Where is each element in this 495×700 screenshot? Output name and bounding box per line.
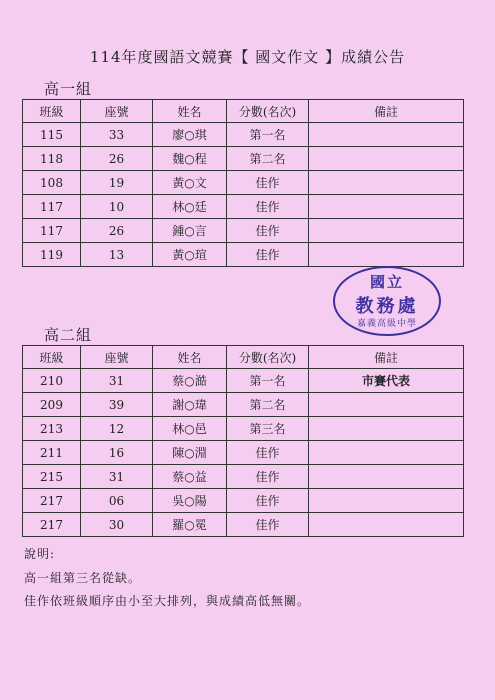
cell-note (309, 243, 464, 267)
cell-score: 佳作 (227, 441, 309, 465)
table-row (23, 195, 464, 219)
table-row (23, 441, 464, 465)
table-row (23, 393, 464, 417)
table-row (23, 171, 464, 195)
stamp-top-text: 國立 (369, 273, 404, 291)
cell-score: 佳作 (227, 195, 309, 219)
cell-name: 蔡○澔 (153, 369, 227, 393)
table-row (23, 513, 464, 537)
cell-seat: 19 (81, 171, 153, 195)
cell-class: 211 (23, 441, 81, 465)
cell-name: 廖○琪 (153, 123, 227, 147)
header-seat: 座號 (81, 100, 153, 123)
cell-class: 217 (23, 513, 81, 537)
cell-note (309, 195, 464, 219)
cell-seat: 26 (81, 219, 153, 243)
table-row (23, 219, 464, 243)
table-row (23, 417, 464, 441)
group1-label: 高一組 (44, 80, 93, 98)
cell-score: 佳作 (227, 243, 309, 267)
cell-name: 鍾○言 (153, 219, 227, 243)
cell-seat: 30 (81, 513, 153, 537)
stamp-middle-text: 教務處 (355, 296, 419, 317)
cell-class: 213 (23, 417, 81, 441)
notes-line-1: 高一組第三名從缺。 (24, 571, 142, 585)
cell-score: 佳作 (227, 465, 309, 489)
stamp-bottom-text: 嘉義高級中學 (356, 319, 417, 329)
cell-score: 佳作 (227, 513, 309, 537)
cell-note (309, 417, 464, 441)
cell-class: 119 (23, 243, 81, 267)
cell-class: 117 (23, 219, 81, 243)
cell-seat: 10 (81, 195, 153, 219)
header-note: 備註 (309, 100, 464, 123)
cell-note (309, 441, 464, 465)
cell-seat: 13 (81, 243, 153, 267)
cell-name: 羅○冕 (153, 513, 227, 537)
cell-note: 市賽代表 (309, 369, 464, 393)
cell-name: 魏○程 (153, 147, 227, 171)
table-row (23, 147, 464, 171)
table-row (23, 243, 464, 267)
group2-label: 高二組 (44, 326, 93, 344)
cell-seat: 26 (81, 147, 153, 171)
table-row (23, 123, 464, 147)
notes-heading: 說明: (24, 547, 56, 561)
cell-note (309, 489, 464, 513)
cell-seat: 39 (81, 393, 153, 417)
cell-score: 第二名 (227, 393, 309, 417)
header-name: 姓名 (153, 346, 227, 369)
cell-name: 林○廷 (153, 195, 227, 219)
notes-line-2: 佳作依班級順序由小至大排列，與成績高低無關。 (24, 594, 311, 608)
cell-seat: 16 (81, 441, 153, 465)
group1-table (22, 99, 464, 267)
cell-name: 吳○陽 (153, 489, 227, 513)
header-note: 備註 (309, 346, 464, 369)
cell-note (309, 219, 464, 243)
cell-class: 215 (23, 465, 81, 489)
cell-note (309, 393, 464, 417)
table-row (23, 465, 464, 489)
cell-seat: 31 (81, 465, 153, 489)
table-header-row (23, 346, 464, 369)
table-row (23, 489, 464, 513)
cell-note (309, 171, 464, 195)
table-row (23, 369, 464, 393)
cell-name: 蔡○益 (153, 465, 227, 489)
cell-name: 陳○淵 (153, 441, 227, 465)
cell-name: 黃○瑄 (153, 243, 227, 267)
cell-class: 108 (23, 171, 81, 195)
cell-class: 118 (23, 147, 81, 171)
header-score: 分數(名次) (227, 100, 309, 123)
cell-score: 第三名 (227, 417, 309, 441)
cell-seat: 12 (81, 417, 153, 441)
cell-score: 佳作 (227, 171, 309, 195)
cell-note (309, 513, 464, 537)
cell-class: 209 (23, 393, 81, 417)
cell-seat: 31 (81, 369, 153, 393)
cell-score: 佳作 (227, 219, 309, 243)
cell-class: 115 (23, 123, 81, 147)
cell-name: 黃○文 (153, 171, 227, 195)
cell-name: 林○邑 (153, 417, 227, 441)
header-name: 姓名 (153, 100, 227, 123)
table-header-row (23, 100, 464, 123)
cell-seat: 06 (81, 489, 153, 513)
header-seat: 座號 (81, 346, 153, 369)
cell-seat: 33 (81, 123, 153, 147)
page-title: 114年度國語文競賽【 國文作文 】成績公告 (89, 48, 406, 66)
cell-score: 佳作 (227, 489, 309, 513)
cell-note (309, 147, 464, 171)
header-class: 班級 (23, 346, 81, 369)
cell-score: 第一名 (227, 369, 309, 393)
header-class: 班級 (23, 100, 81, 123)
header-score: 分數(名次) (227, 346, 309, 369)
group2-table (22, 345, 464, 537)
cell-class: 117 (23, 195, 81, 219)
cell-class: 210 (23, 369, 81, 393)
cell-note (309, 123, 464, 147)
cell-score: 第一名 (227, 123, 309, 147)
cell-class: 217 (23, 489, 81, 513)
cell-note (309, 465, 464, 489)
cell-name: 謝○瑋 (153, 393, 227, 417)
cell-score: 第二名 (227, 147, 309, 171)
office-seal-stamp (333, 266, 441, 336)
